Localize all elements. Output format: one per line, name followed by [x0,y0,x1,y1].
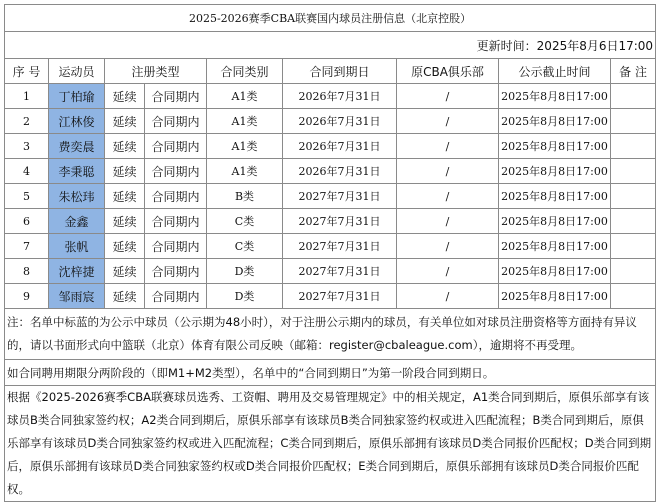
header-publicity-end: 公示截止时间 [499,59,611,84]
table-row [5,184,656,209]
contract-category: C类 [207,234,283,259]
table-row [5,159,656,184]
player-name: 丁柏瑜 [49,84,105,109]
contract-category: A1类 [207,134,283,159]
publicity-deadline: 2025年8月8日17:00 [499,159,611,184]
publicity-deadline: 2025年8月8日17:00 [499,184,611,209]
contract-end: 2026年7月31日 [283,159,397,184]
note-contract-phase: 如合同聘用期限分两阶段的（即M1+M2类型），名单中的“合同到期日”为第一阶段合同到期日。 [5,360,656,386]
table-row [5,134,656,159]
remark [611,234,656,259]
registration-table [4,4,656,502]
reg-status: 合同期内 [145,184,207,209]
table-title: 2025-2026赛季CBA联赛国内球员注册信息（北京控股） [5,5,656,32]
contract-category: D类 [207,259,283,284]
header-contract-category: 合同类别 [207,59,283,84]
reg-type: 延续 [105,234,145,259]
player-name: 李秉聪 [49,159,105,184]
row-no: 7 [5,234,49,259]
publicity-deadline: 2025年8月8日17:00 [499,284,611,309]
table-row [5,234,656,259]
update-time: 更新时间：2025年8月6日17:00 [5,32,656,59]
player-name: 朱松玮 [49,184,105,209]
player-name: 张帆 [49,234,105,259]
publicity-deadline: 2025年8月8日17:00 [499,109,611,134]
orig-club: / [397,259,499,284]
contract-end: 2027年7月31日 [283,284,397,309]
row-no: 1 [5,84,49,109]
publicity-deadline: 2025年8月8日17:00 [499,209,611,234]
contract-category: A1类 [207,84,283,109]
remark [611,184,656,209]
contract-end: 2027年7月31日 [283,184,397,209]
reg-type: 延续 [105,134,145,159]
registration-sheet [4,4,655,502]
player-name: 邹雨宸 [49,284,105,309]
reg-status: 合同期内 [145,234,207,259]
contract-category: A1类 [207,109,283,134]
contract-category: B类 [207,184,283,209]
header-seq: 序 号 [5,59,49,84]
reg-type: 延续 [105,184,145,209]
header-reg-type: 注册类型 [105,59,207,84]
player-name: 沈梓捷 [49,259,105,284]
player-name: 费奕晨 [49,134,105,159]
reg-status: 合同期内 [145,284,207,309]
table-row [5,109,656,134]
publicity-deadline: 2025年8月8日17:00 [499,134,611,159]
row-no: 3 [5,134,49,159]
reg-type: 延续 [105,159,145,184]
table-row [5,209,656,234]
contract-end: 2026年7月31日 [283,134,397,159]
reg-type: 延续 [105,209,145,234]
table-row [5,84,656,109]
publicity-deadline: 2025年8月8日17:00 [499,259,611,284]
player-name: 江林俊 [49,109,105,134]
reg-status: 合同期内 [145,259,207,284]
note-publicity: 注：名单中标蓝的为公示中球员（公示期为48小时），对于注册公示期内的球员，有关单位如对球员注册资格等方面持有异议的，请以书面形式向中篮联（北京）体育有限公司反映（邮箱：register@cbaleague.com），逾期将不再受理。 [5,309,656,360]
reg-type: 延续 [105,259,145,284]
row-no: 4 [5,159,49,184]
contract-end: 2027年7月31日 [283,234,397,259]
row-no: 2 [5,109,49,134]
orig-club: / [397,109,499,134]
remark [611,259,656,284]
header-row [5,59,656,84]
contract-category: C类 [207,209,283,234]
remark [611,284,656,309]
orig-club: / [397,84,499,109]
header-player: 运动员 [49,59,105,84]
reg-status: 合同期内 [145,109,207,134]
contract-end: 2027年7月31日 [283,209,397,234]
remark [611,159,656,184]
remark [611,109,656,134]
reg-type: 延续 [105,84,145,109]
contract-category: D类 [207,284,283,309]
contract-end: 2026年7月31日 [283,109,397,134]
contract-end: 2027年7月31日 [283,259,397,284]
reg-type: 延续 [105,284,145,309]
orig-club: / [397,284,499,309]
remark [611,209,656,234]
header-orig-club: 原CBA俱乐部 [397,59,499,84]
reg-status: 合同期内 [145,159,207,184]
table-row [5,284,656,309]
header-remark: 备 注 [611,59,656,84]
reg-type: 延续 [105,109,145,134]
orig-club: / [397,159,499,184]
remark [611,134,656,159]
orig-club: / [397,184,499,209]
row-no: 8 [5,259,49,284]
row-no: 6 [5,209,49,234]
reg-status: 合同期内 [145,84,207,109]
row-no: 5 [5,184,49,209]
reg-status: 合同期内 [145,134,207,159]
note-regulations: 根据《2025-2026赛季CBA联赛球员选秀、工资帽、聘用及交易管理规定》中的相关规定，A1类合同到期后，原俱乐部享有该球员B类合同独家签约权；A2类合同到期后，原俱乐部享有该球员B类合同独家签约权或进入匹配流程；B类合同到期后，原俱乐部享有该球员D类合同独家签约权或进入匹配流程；C类合同到期后，原俱乐部拥有该球员D类合同报价匹配权；D类合同到期后，原俱乐部拥有该球员D类合同独家签约权或D类合同报价匹配权；E类合同到期后，原俱乐部拥有该球员D类合同报价匹配权。 [5,386,656,502]
table-row [5,259,656,284]
contract-category: A1类 [207,159,283,184]
orig-club: / [397,209,499,234]
remark [611,84,656,109]
contract-end: 2026年7月31日 [283,84,397,109]
orig-club: / [397,234,499,259]
row-no: 9 [5,284,49,309]
orig-club: / [397,134,499,159]
player-name: 金鑫 [49,209,105,234]
publicity-deadline: 2025年8月8日17:00 [499,234,611,259]
reg-status: 合同期内 [145,209,207,234]
header-contract-end: 合同到期日 [283,59,397,84]
publicity-deadline: 2025年8月8日17:00 [499,84,611,109]
